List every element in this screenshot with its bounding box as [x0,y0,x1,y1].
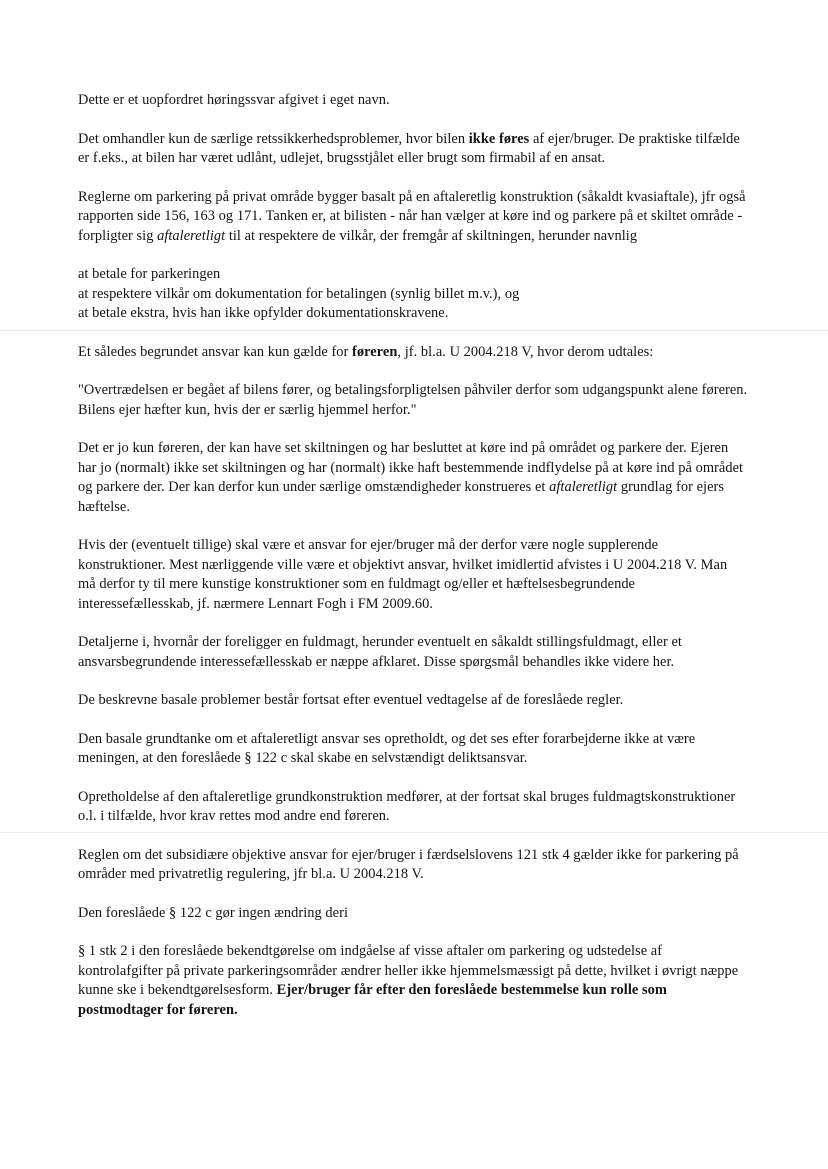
paragraph-details: Detaljerne i, hvornår der foreligger en fuldmagt, herunder eventuelt en såkaldt stillingsfuldmagt, eller et ansvarsbegrundende interessefællesskab er næppe afklaret. Disse spørgsmål behandles ikke videre her. [78,634,682,670]
list-item: at respektere vilkår om dokumentation for betalingen (synlig billet m.v.), og [78,285,520,302]
paragraph-rules: Reglerne om parkering på privat område bygger basalt på en aftaleretlig konstruktion (såkaldt kvasiaftale), jfr også rapporten side 156, 163 og 171. Tanken er, at bilisten - når han vælger at køre ind og parkere på et skiltet område - forpligter sig aftaleretligt til at respektere de vilkår, der fremgår af skiltningen, herunder navnlig [78,188,746,244]
paragraph-intro: Dette er et uopfordret høringssvar afgivet i eget navn. [78,92,390,108]
italic-phrase: aftaleretligt [157,227,226,244]
paragraph-liability: Et således begrundet ansvar kan kun gælde for føreren, jf. bl.a. U 2004.218 V, hvor derom udtales: [78,343,654,360]
paragraph-scope: Det omhandler kun de særlige retssikkerhedsproblemer, hvor bilen ikke føres af ejer/bruger. De praktiske tilfælde er f.eks., at bilen har været udlånt, udlejet, brugsstjålet eller brugt som firmabil af en ansat. [78,130,740,166]
paragraph-driver: Det er jo kun føreren, der kan have set skiltningen og har besluttet at køre ind på området og parkere der. Ejeren har jo (normalt) ikke set skiltningen og har (normalt) ikke haft bestemmende indflydelse på at køre ind på området og parkere der. Der kan derfor kun under særlige omstændigheder konstrueres et aftaleretligt grundlag for ejers hæftelse. [78,440,744,515]
paragraph-constructions: Hvis der (eventuelt tillige) skal være et ansvar for ejer/bruger må der derfor være nogle supplerende konstruktioner. Mest nærliggende ville være et objektivt ansvar, hvilket imidlertid afvistes i U 2004.218 V. Man må derfor ty til mere kunstige konstruktioner som en fuldmagt og/eller et hæftelsesbegrundende interessefællesskab, jf. nærmere Lennart Fogh i FM 2009.60. [78,537,728,612]
bold-phrase: føreren [352,343,398,360]
paragraph-conclusion: § 1 stk 2 i den foreslåede bekendtgørelse om indgåelse af visse aftaler om parkering og udstedelse af kontrolafgifter på private parkeringsområder ændrer heller ikke hjemmelsmæssigt på dette, hvilket i øvrigt næppe kunne ske i bekendtgørelsesform. Ejer/bruger får efter den foreslåede bestemmelse kun rolle som postmodtager for føreren. [78,943,739,1018]
bold-phrase: ikke føres [468,130,530,147]
italic-phrase: aftaleretligt [549,479,618,495]
obligation-list [78,265,748,324]
paragraph-basic-idea: Den basale grundtanke om et aftaleretligt ansvar ses opretholdt, og det ses efter forarbejderne ikke at være meningen, at den foreslåede § 122 c skal skabe en selvstændigt deliktsansvar. [78,730,696,766]
list-item: at betale ekstra, hvis han ikke opfylder dokumentationskravene. [78,305,449,321]
paragraph-no-change: Den foreslåede § 122 c gør ingen ændring deri [78,904,348,921]
list-item: at betale for parkeringen [78,266,221,282]
paragraph-subsidiary: Reglen om det subsidiære objektive ansvar for ejer/bruger i færdselslovens 121 stk 4 gælder ikke for parkering på områder med privatretlig regulering, jfr bl.a. U 2004.218 V. [78,846,739,882]
paragraph-maintenance: Opretholdelse af den aftaleretlige grundkonstruktion medfører, at der fortsat skal bruges fuldmagtskonstruktioner o.l. i tilfælde, hvor krav rettes mod andre end føreren. [78,788,736,824]
paragraph-problems: De beskrevne basale problemer består fortsat efter eventuel vedtagelse af de foreslåede regler. [78,692,624,708]
paragraph-quote: "Overtrædelsen er begået af bilens fører, og betalingsforpligtelsen påhviler derfor som udgangspunkt alene føreren. Bilens ejer hæfter kun, hvis der er særlig hjemmel herfor." [78,382,748,418]
document-page [78,91,748,1020]
bold-conclusion: Ejer/bruger får efter den foreslåede bestemmelse kun rolle som postmodtager for føreren. [78,982,667,1018]
